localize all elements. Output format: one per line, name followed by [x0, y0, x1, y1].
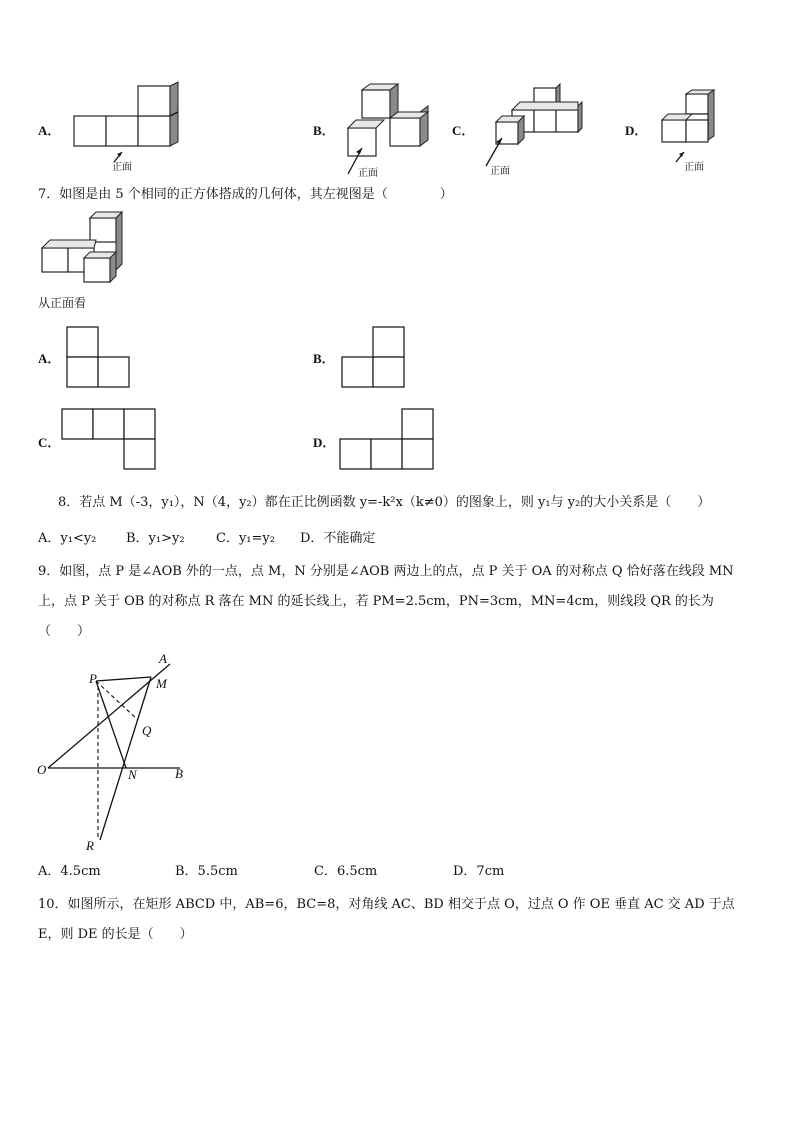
q9-option-c: C．6.5cm: [314, 864, 378, 879]
q8-option-a: A．y₁<y₂: [38, 531, 97, 546]
q6-option-c-label: C．: [452, 123, 475, 138]
q6-option-c-caption: 正面: [490, 166, 510, 177]
q6-option-d-label: D．: [625, 123, 648, 138]
q6-option-c-figure: [482, 84, 592, 174]
q6-option-d-caption: 正面: [684, 162, 704, 173]
q9-point-m: M: [156, 676, 167, 691]
q9-figure: [30, 648, 200, 858]
q10-stem-line-2: E，则 DE 的长是（ ）: [38, 927, 193, 942]
q8-option-d: D．不能确定: [300, 531, 376, 546]
q9-point-r: R: [86, 838, 94, 853]
q9-stem-line-2: 上，点 P 关于 OB 的对称点 R 落在 MN 的延长线上，若 PM=2.5cm，PN=3cm，MN=4cm，则线段 QR 的长为: [38, 594, 714, 609]
q6-option-b-figure: [340, 82, 440, 174]
q8-option-c: C．y₁=y₂: [216, 531, 275, 546]
q10-stem-line-1: 10．如图所示，在矩形 ABCD 中，AB=6，BC=8，对角线 AC、BD 相交于点 O，过点 O 作 OE 垂直 AC 交 AD 于点: [38, 897, 735, 912]
q9-point-b: B: [175, 766, 183, 781]
q7-option-d-figure: [339, 408, 435, 470]
q9-stem-line-1: 9．如图，点 P 是∠AOB 外的一点，点 M，N 分别是∠AOB 两边上的点，点 P 关于 OA 的对称点 Q 恰好落在线段 MN: [38, 564, 734, 579]
q9-point-p: P: [89, 671, 97, 686]
q6-option-a-caption: 正面: [112, 162, 132, 173]
q6-option-b-caption: 正面: [358, 168, 378, 179]
q9-stem-line-3: （ ）: [38, 624, 91, 639]
q9-point-a: A: [159, 651, 167, 666]
q7-option-a-label: A．: [38, 351, 61, 366]
q9-option-a: A．4.5cm: [38, 864, 101, 879]
q7-figure: [38, 212, 138, 288]
q6-option-d-figure: [656, 88, 726, 168]
q7-stem: 7．如图是由 5 个相同的正方体搭成的几何体，其左视图是（ ）: [38, 187, 453, 202]
q7-option-c-label: C．: [38, 435, 61, 450]
q8-stem: 8．若点 M（-3，y₁），N（4，y₂）都在正比例函数 y=-k²x（k≠0）的图象上，则 y₁与 y₂的大小关系是（ ）: [58, 495, 711, 510]
q9-point-o: O: [37, 762, 47, 777]
q7-figure-caption: 从正面看: [38, 296, 87, 310]
q6-option-b-label: B．: [313, 123, 335, 138]
q9-option-b: B．5.5cm: [175, 864, 238, 879]
q7-option-c-figure: [61, 408, 157, 470]
q6-option-a-label: A．: [38, 123, 61, 138]
q9-point-n: N: [128, 767, 137, 782]
q7-option-a-figure: [66, 326, 132, 388]
q7-option-b-figure: [341, 326, 407, 388]
q9-point-q: Q: [142, 723, 152, 738]
q8-option-b: B．y₁>y₂: [126, 531, 185, 546]
q7-option-d-label: D．: [313, 435, 336, 450]
q9-option-d: D．7cm: [453, 864, 505, 879]
q7-option-b-label: B．: [313, 351, 335, 366]
